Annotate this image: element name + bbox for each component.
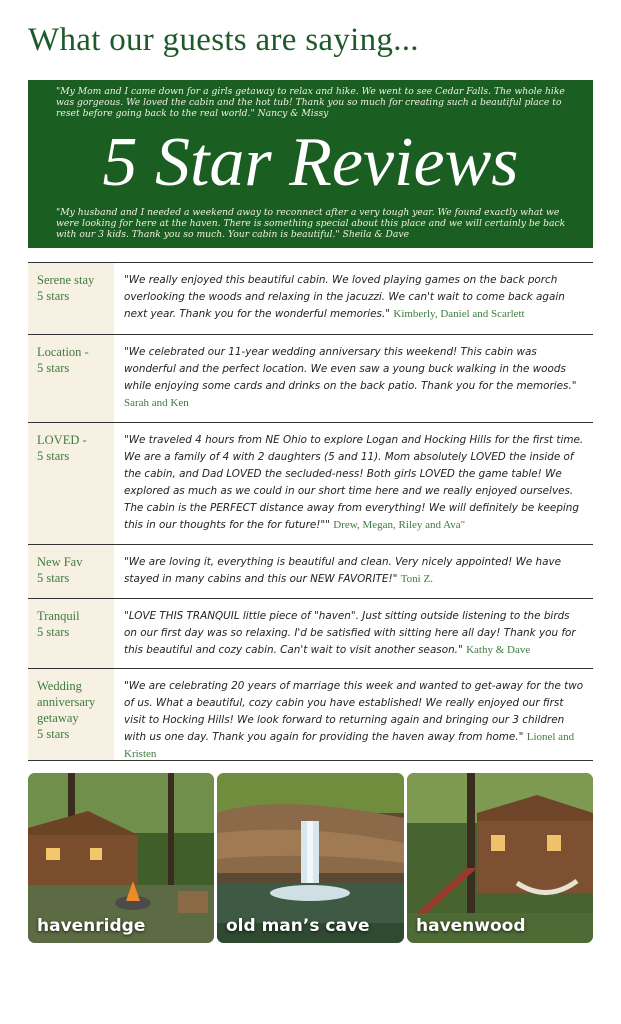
review-label [28,599,114,668]
banner-quote-bottom: "My husband and I needed a weekend away to reconnect after a very tough year. We found exactly what we were looking for here at the haven. There is something special about this place and we will certainly be back with our 3 kids. Thank you so much. Your cabin is beautiful." Sheila & Dave [56,207,566,240]
photo-label: havenwood [416,916,526,936]
review-body [114,599,593,668]
review-rating: 5 stars [37,289,70,303]
review-rating: 5 stars [37,625,70,639]
banner-quote-top: "My Mom and I came down for a girls getaway to relax and hike. We went to see Cedar Falls. The whole hike was gorgeous. We loved the cabin and the hot tub! Thank you so much for creating such a beautiful place to reset before going back to the real world." Nancy & Missy [56,86,565,119]
review-title: LOVED - [37,433,87,447]
review-author: Sarah and Ken [124,397,189,409]
review-body [114,263,593,334]
review-label [28,669,114,760]
review-title: New Fav [37,555,83,569]
review-row [28,669,593,761]
photo-havenridge [28,773,214,943]
page-heading: What our guests are saying... [28,22,419,58]
photo-label: havenridge [37,916,146,936]
review-rating: 5 stars [37,571,70,585]
review-label [28,335,114,422]
reviews-table [28,262,593,761]
review-row [28,599,593,669]
review-author: Kimberly, Daniel and Scarlett [393,308,525,320]
cabin-photos [28,773,593,943]
review-title: Wedding anniversary getaway [37,679,96,725]
review-row [28,423,593,545]
banner-title: 5 Star Reviews [102,124,519,201]
review-text: "We are loving it, everything is beautiful and clean. Very nicely appointed! We have stayed in many cabins and this our NEW FAVORITE!" [124,556,562,585]
review-author: Toni Z. [400,573,433,585]
review-text: "We celebrated our 11-year wedding anniversary this weekend! This cabin was wonderful and the perfect location. We even saw a young buck walking in the woods while enjoying some cards and drinks on the back patio. Thank you for the memories." [124,346,577,392]
review-author: Kathy & Dave [466,644,531,656]
review-label [28,423,114,544]
review-body [114,669,593,760]
review-row [28,545,593,599]
review-title: Tranquil [37,609,80,623]
review-author: Lionel and Kristen [124,731,575,760]
review-title: Serene stay [37,273,95,287]
photo-old-mans-cave [217,773,404,943]
photo-label: old man’s cave [226,916,370,936]
review-label [28,263,114,334]
review-rating: 5 stars [37,727,70,741]
photo-havenwood [407,773,593,943]
review-body [114,545,593,598]
review-rating: 5 stars [37,449,70,463]
review-label [28,545,114,598]
review-text: "We traveled 4 hours from NE Ohio to explore Logan and Hocking Hills for the first time. We are a family of 4 with 2 daughters (5 and 11). Mom absolutely LOVED the inside of the cabin, and Dad LOVED the secluded-ness! Both girls LOVED the game table! We explored as much as we could in our short time here and we really enjoyed ourselves. The cabin is the PERFECT distance away from everything! We will definitely be keeping this in our thoughts for the for future!"" [124,434,584,531]
review-row [28,263,593,335]
review-text: "LOVE THIS TRANQUIL little piece of "haven". Just sitting outside listening to the birds on our first day was so relaxing. I'd be satisfied with sitting here all day! Thank you for this beautiful and cozy cabin. Can't wait to visit another season." [124,610,576,656]
review-rating: 5 stars [37,361,70,375]
review-body [114,423,593,544]
review-title: Location - [37,345,89,359]
reviews-banner [28,80,593,248]
review-text: "We really enjoyed this beautiful cabin. We loved playing games on the back porch overlooking the woods and relaxing in the jacuzzi. We can't wait to come back again next year. Thank you for the wonderful memories." [124,274,565,320]
review-author: Drew, Megan, Riley and Ava" [333,519,466,531]
review-row [28,335,593,423]
review-body [114,335,593,422]
review-text: "We are celebrating 20 years of marriage this week and wanted to get-away for the two of us. What a beautiful, cozy cabin you have established! We really enjoyed our first visit to Hocking Hills! We look forward to returning again and bringing our 3 children with us one day. Thank you again for providing the haven away from home." [124,680,584,743]
